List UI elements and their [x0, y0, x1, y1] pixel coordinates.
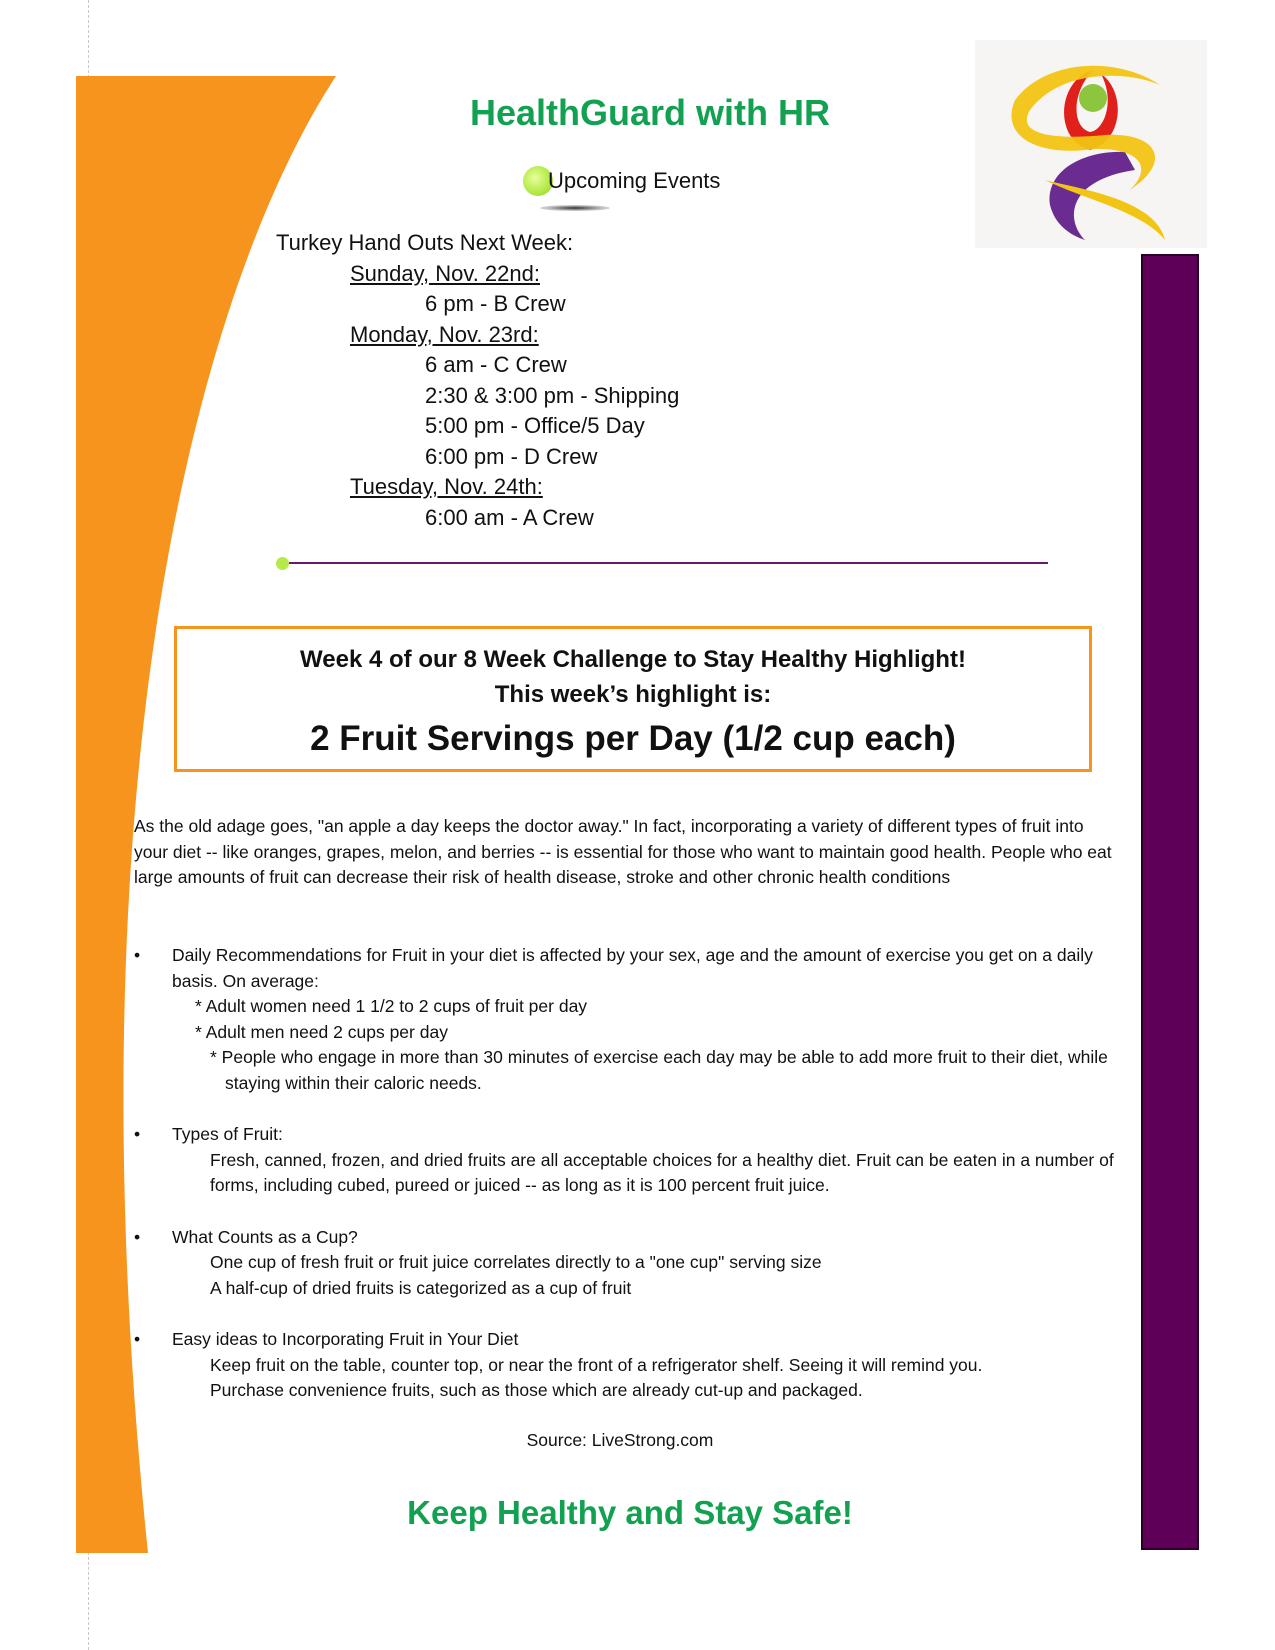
bullet-icon: •	[134, 1329, 141, 1349]
fruit-bullet-list	[134, 943, 1114, 1430]
list-item-title: Easy ideas to Incorporating Fruit in Your Diet	[172, 1329, 519, 1349]
schedule-heading: Turkey Hand Outs Next Week:	[276, 230, 574, 255]
schedule-slot: 6:00 am - A Crew	[425, 504, 594, 530]
upcoming-events-heading: Upcoming Events	[548, 168, 721, 193]
schedule-slot: 6 am - C Crew	[425, 352, 567, 377]
list-item-line: Keep fruit on the table, counter top, or near the front of a refrigerator shelf. Seeing it will remind you.	[210, 1354, 983, 1375]
challenge-highlight: 2 Fruit Servings per Day (1/2 cup each)	[310, 719, 956, 758]
bullet-icon: •	[134, 945, 141, 965]
list-item-line: One cup of fresh fruit or fruit juice correlates directly to a "one cup" serving size	[210, 1252, 822, 1272]
separator-line	[289, 562, 1048, 564]
logo	[975, 40, 1207, 248]
challenge-highlight-box	[174, 626, 1092, 772]
dot-shadow-decoration	[540, 205, 610, 211]
list-item-title: What Counts as a Cup?	[172, 1226, 358, 1247]
bullet-icon: •	[134, 1226, 141, 1247]
intro-paragraph: As the old adage goes, "an apple a day keeps the doctor away." In fact, incorporating a variety of different types of fruit into your diet -- like oranges, grapes, melon, and berries -- is essential for those who want to maintain good health. People who eat large amounts of fruit can decrease their risk of health disease, stroke and other chronic health conditions	[134, 816, 1112, 887]
list-item-line: A half-cup of dried fruits is categorized as a cup of fruit	[210, 1277, 632, 1298]
schedule-day: Sunday, Nov. 22nd:	[350, 260, 540, 286]
schedule-slot: 6 pm - B Crew	[425, 291, 566, 316]
schedule-day: Monday, Nov. 23rd:	[350, 321, 539, 347]
schedule-slot: 6:00 pm - D Crew	[425, 443, 598, 469]
list-item-title: Daily Recommendations for Fruit in your diet is affected by your sex, age and the amount of exercise you get on a daily basis. On average:	[172, 945, 1093, 991]
separator-dot-icon	[276, 557, 289, 570]
source-credit: Source: LiveStrong.com	[526, 1430, 714, 1450]
list-item-title: Types of Fruit:	[172, 1124, 283, 1144]
turkey-schedule	[276, 228, 679, 533]
list-item	[134, 1225, 1114, 1302]
list-item-line: * Adult women need 1 1/2 to 2 cups of fruit per day	[195, 996, 588, 1016]
list-item-line: Fresh, canned, frozen, and dried fruits are all acceptable choices for a healthy diet. Fruit can be eaten in a number of forms, including cubed, pureed or juiced -- as long as it is 100 percent fruit juice.	[210, 1149, 1114, 1195]
person-figure-logo-icon	[975, 40, 1207, 248]
challenge-line-2: This week’s highlight is:	[494, 681, 772, 708]
page-title: HealthGuard with HR	[469, 92, 831, 133]
schedule-slot: 2:30 & 3:00 pm - Shipping	[425, 382, 680, 408]
schedule-slot: 5:00 pm - Office/5 Day	[425, 413, 645, 438]
footer-slogan: Keep Healthy and Stay Safe!	[407, 1494, 853, 1531]
schedule-day: Tuesday, Nov. 24th:	[350, 474, 543, 499]
list-item	[134, 943, 1114, 1096]
bullet-icon: •	[134, 1124, 141, 1144]
list-item	[134, 1122, 1114, 1199]
list-item	[134, 1327, 1114, 1404]
list-item-line: Purchase convenience fruits, such as those which are already cut-up and packaged.	[210, 1380, 863, 1400]
list-item-line: * People who engage in more than 30 minutes of exercise each day may be able to add more fruit to their diet, while staying within their caloric needs.	[210, 1047, 1108, 1093]
challenge-line-1: Week 4 of our 8 Week Challenge to Stay Healthy Highlight!	[300, 646, 966, 673]
list-item-line: * Adult men need 2 cups per day	[195, 1021, 448, 1042]
purple-side-bar	[1141, 254, 1199, 1550]
